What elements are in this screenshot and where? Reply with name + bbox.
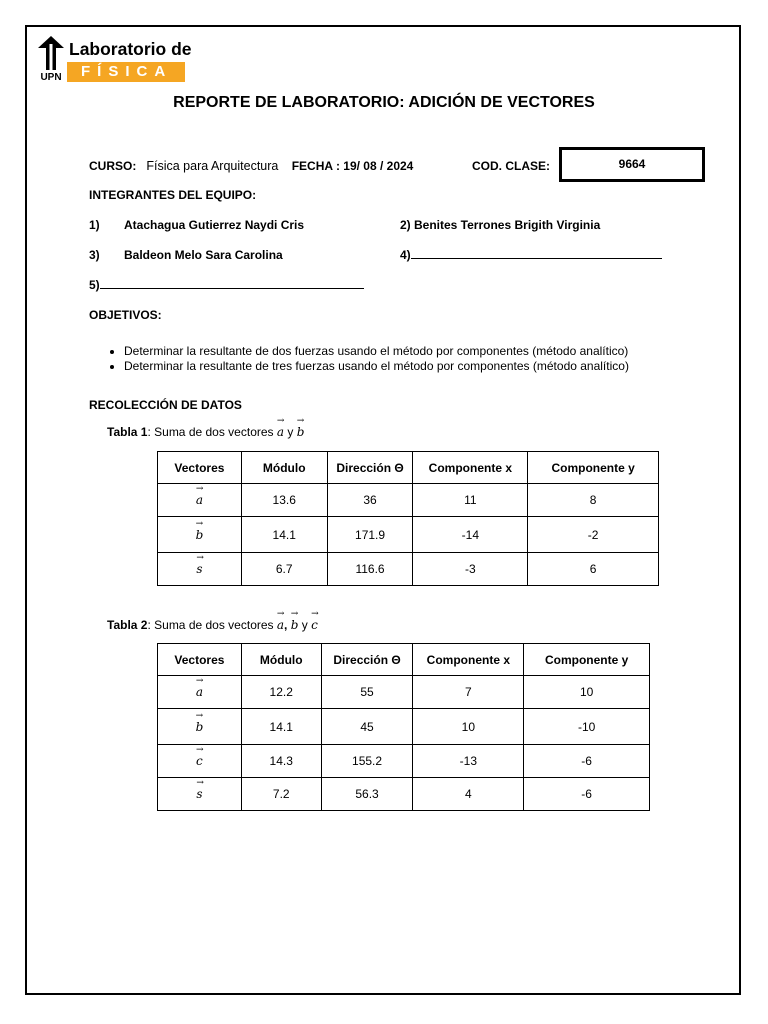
direccion-cell: 171.9 bbox=[327, 517, 413, 553]
table-1-caption-text: : Suma de dos vectores bbox=[147, 425, 277, 439]
member-1-num: 1) bbox=[89, 218, 100, 232]
table-2-caption-comma: , bbox=[284, 618, 291, 632]
curso-value: Física para Arquitectura bbox=[146, 159, 279, 173]
vector-b-symbol: b → bbox=[296, 416, 305, 439]
upn-logo-icon bbox=[37, 36, 65, 82]
componente-x-cell: -13 bbox=[413, 745, 524, 778]
modulo-cell: 14.1 bbox=[241, 709, 321, 745]
member-4-num: 4) bbox=[400, 248, 411, 262]
direccion-cell: 45 bbox=[321, 709, 413, 745]
header-cell: Componente y bbox=[524, 644, 650, 676]
vector-cell: b → bbox=[158, 517, 242, 553]
direccion-cell: 56.3 bbox=[321, 778, 413, 811]
vector-b-symbol: b → bbox=[290, 609, 299, 632]
member-3-num: 3) bbox=[89, 248, 100, 262]
team-heading: INTEGRANTES DEL EQUIPO: bbox=[89, 188, 257, 202]
table-row bbox=[158, 553, 659, 586]
upn-logo-text: UPN bbox=[40, 72, 62, 82]
componente-y-cell: 8 bbox=[528, 484, 659, 517]
member-4-blank bbox=[411, 248, 662, 259]
logo-fisica-text: FÍSICA bbox=[67, 62, 185, 82]
componente-x-cell: 4 bbox=[413, 778, 524, 811]
modulo-cell: 6.7 bbox=[241, 553, 327, 586]
direccion-cell: 116.6 bbox=[327, 553, 413, 586]
header-cell: Componente y bbox=[528, 452, 659, 484]
objective-item: • Determinar la resultante de tres fuerzas usando el método por componentes (método analítico) bbox=[124, 359, 629, 374]
table-header-row bbox=[158, 452, 659, 484]
fecha-label: FECHA : bbox=[291, 159, 340, 173]
objective-item: • Determinar la resultante de dos fuerzas usando el método por componentes (método analítico) bbox=[124, 344, 629, 359]
table-2-caption-text: : Suma de dos vectores bbox=[147, 618, 277, 632]
header-cell: Vectores bbox=[158, 452, 242, 484]
table-1-label: Tabla 1 bbox=[107, 425, 148, 439]
table-row bbox=[158, 778, 650, 811]
modulo-cell: 14.1 bbox=[241, 517, 327, 553]
curso-label: CURSO: bbox=[89, 159, 137, 173]
vector-cell: a → bbox=[158, 676, 242, 709]
componente-x-cell: -3 bbox=[413, 553, 528, 586]
header-cell: Módulo bbox=[241, 644, 321, 676]
member-5-num: 5) bbox=[89, 278, 100, 292]
componente-y-cell: 10 bbox=[524, 676, 650, 709]
member-5-blank bbox=[100, 278, 364, 289]
vector-cell: s → bbox=[158, 553, 242, 586]
direccion-cell: 36 bbox=[327, 484, 413, 517]
logo-lab-text: Laboratorio de bbox=[69, 39, 192, 59]
objectives-list bbox=[104, 344, 629, 373]
table-2-caption bbox=[107, 609, 319, 632]
member-5-line bbox=[89, 278, 364, 292]
member-3-name: Baldeon Melo Sara Carolina bbox=[124, 248, 283, 262]
header-cell: Vectores bbox=[158, 644, 242, 676]
vector-cell: b → bbox=[158, 709, 242, 745]
header-cell: Componente x bbox=[413, 452, 528, 484]
cod-clase-label: COD. CLASE: bbox=[472, 159, 550, 173]
table-header-row bbox=[158, 644, 650, 676]
table-row bbox=[158, 745, 650, 778]
header-cell: Módulo bbox=[241, 452, 327, 484]
componente-y-cell: 6 bbox=[528, 553, 659, 586]
table-2-label: Tabla 2 bbox=[107, 618, 148, 632]
header-cell: Dirección Θ bbox=[327, 452, 413, 484]
componente-x-cell: 7 bbox=[413, 676, 524, 709]
vector-a-symbol: a → bbox=[276, 609, 285, 632]
componente-x-cell: 11 bbox=[413, 484, 528, 517]
fecha-value: 19/ 08 / 2024 bbox=[343, 159, 414, 173]
table-row bbox=[158, 676, 650, 709]
componente-y-cell: -6 bbox=[524, 745, 650, 778]
componente-y-cell: -10 bbox=[524, 709, 650, 745]
table-2 bbox=[157, 643, 650, 811]
vector-cell: a → bbox=[158, 484, 242, 517]
member-2-name: 2) Benites Terrones Brigith Virginia bbox=[400, 218, 601, 232]
curso-line bbox=[89, 159, 413, 173]
vector-cell: c → bbox=[158, 745, 242, 778]
componente-y-cell: -2 bbox=[528, 517, 659, 553]
cod-clase-box: 9664 bbox=[559, 147, 705, 182]
modulo-cell: 14.3 bbox=[241, 745, 321, 778]
componente-x-cell: -14 bbox=[413, 517, 528, 553]
table-1-caption bbox=[107, 416, 305, 439]
table-2-caption-and: y bbox=[298, 618, 312, 632]
header-cell: Componente x bbox=[413, 644, 524, 676]
objectives-heading: OBJETIVOS: bbox=[89, 308, 162, 322]
vector-c-symbol: c → bbox=[311, 609, 319, 632]
vector-a-symbol: a → bbox=[276, 416, 285, 439]
table-1 bbox=[157, 451, 659, 586]
modulo-cell: 7.2 bbox=[241, 778, 321, 811]
table-row bbox=[158, 517, 659, 553]
page-title: REPORTE DE LABORATORIO: ADICIÓN DE VECTORES bbox=[173, 94, 595, 111]
vector-cell: s → bbox=[158, 778, 242, 811]
modulo-cell: 13.6 bbox=[241, 484, 327, 517]
member-1-name: Atachagua Gutierrez Naydi Cris bbox=[124, 218, 305, 232]
componente-y-cell: -6 bbox=[524, 778, 650, 811]
componente-x-cell: 10 bbox=[413, 709, 524, 745]
modulo-cell: 12.2 bbox=[241, 676, 321, 709]
direccion-cell: 155.2 bbox=[321, 745, 413, 778]
table-1-caption-and: y bbox=[284, 425, 297, 439]
direccion-cell: 55 bbox=[321, 676, 413, 709]
data-heading: RECOLECCIÓN DE DATOS bbox=[89, 398, 242, 412]
header-cell: Dirección Θ bbox=[321, 644, 413, 676]
table-row bbox=[158, 484, 659, 517]
table-row bbox=[158, 709, 650, 745]
member-4-line bbox=[400, 248, 662, 262]
